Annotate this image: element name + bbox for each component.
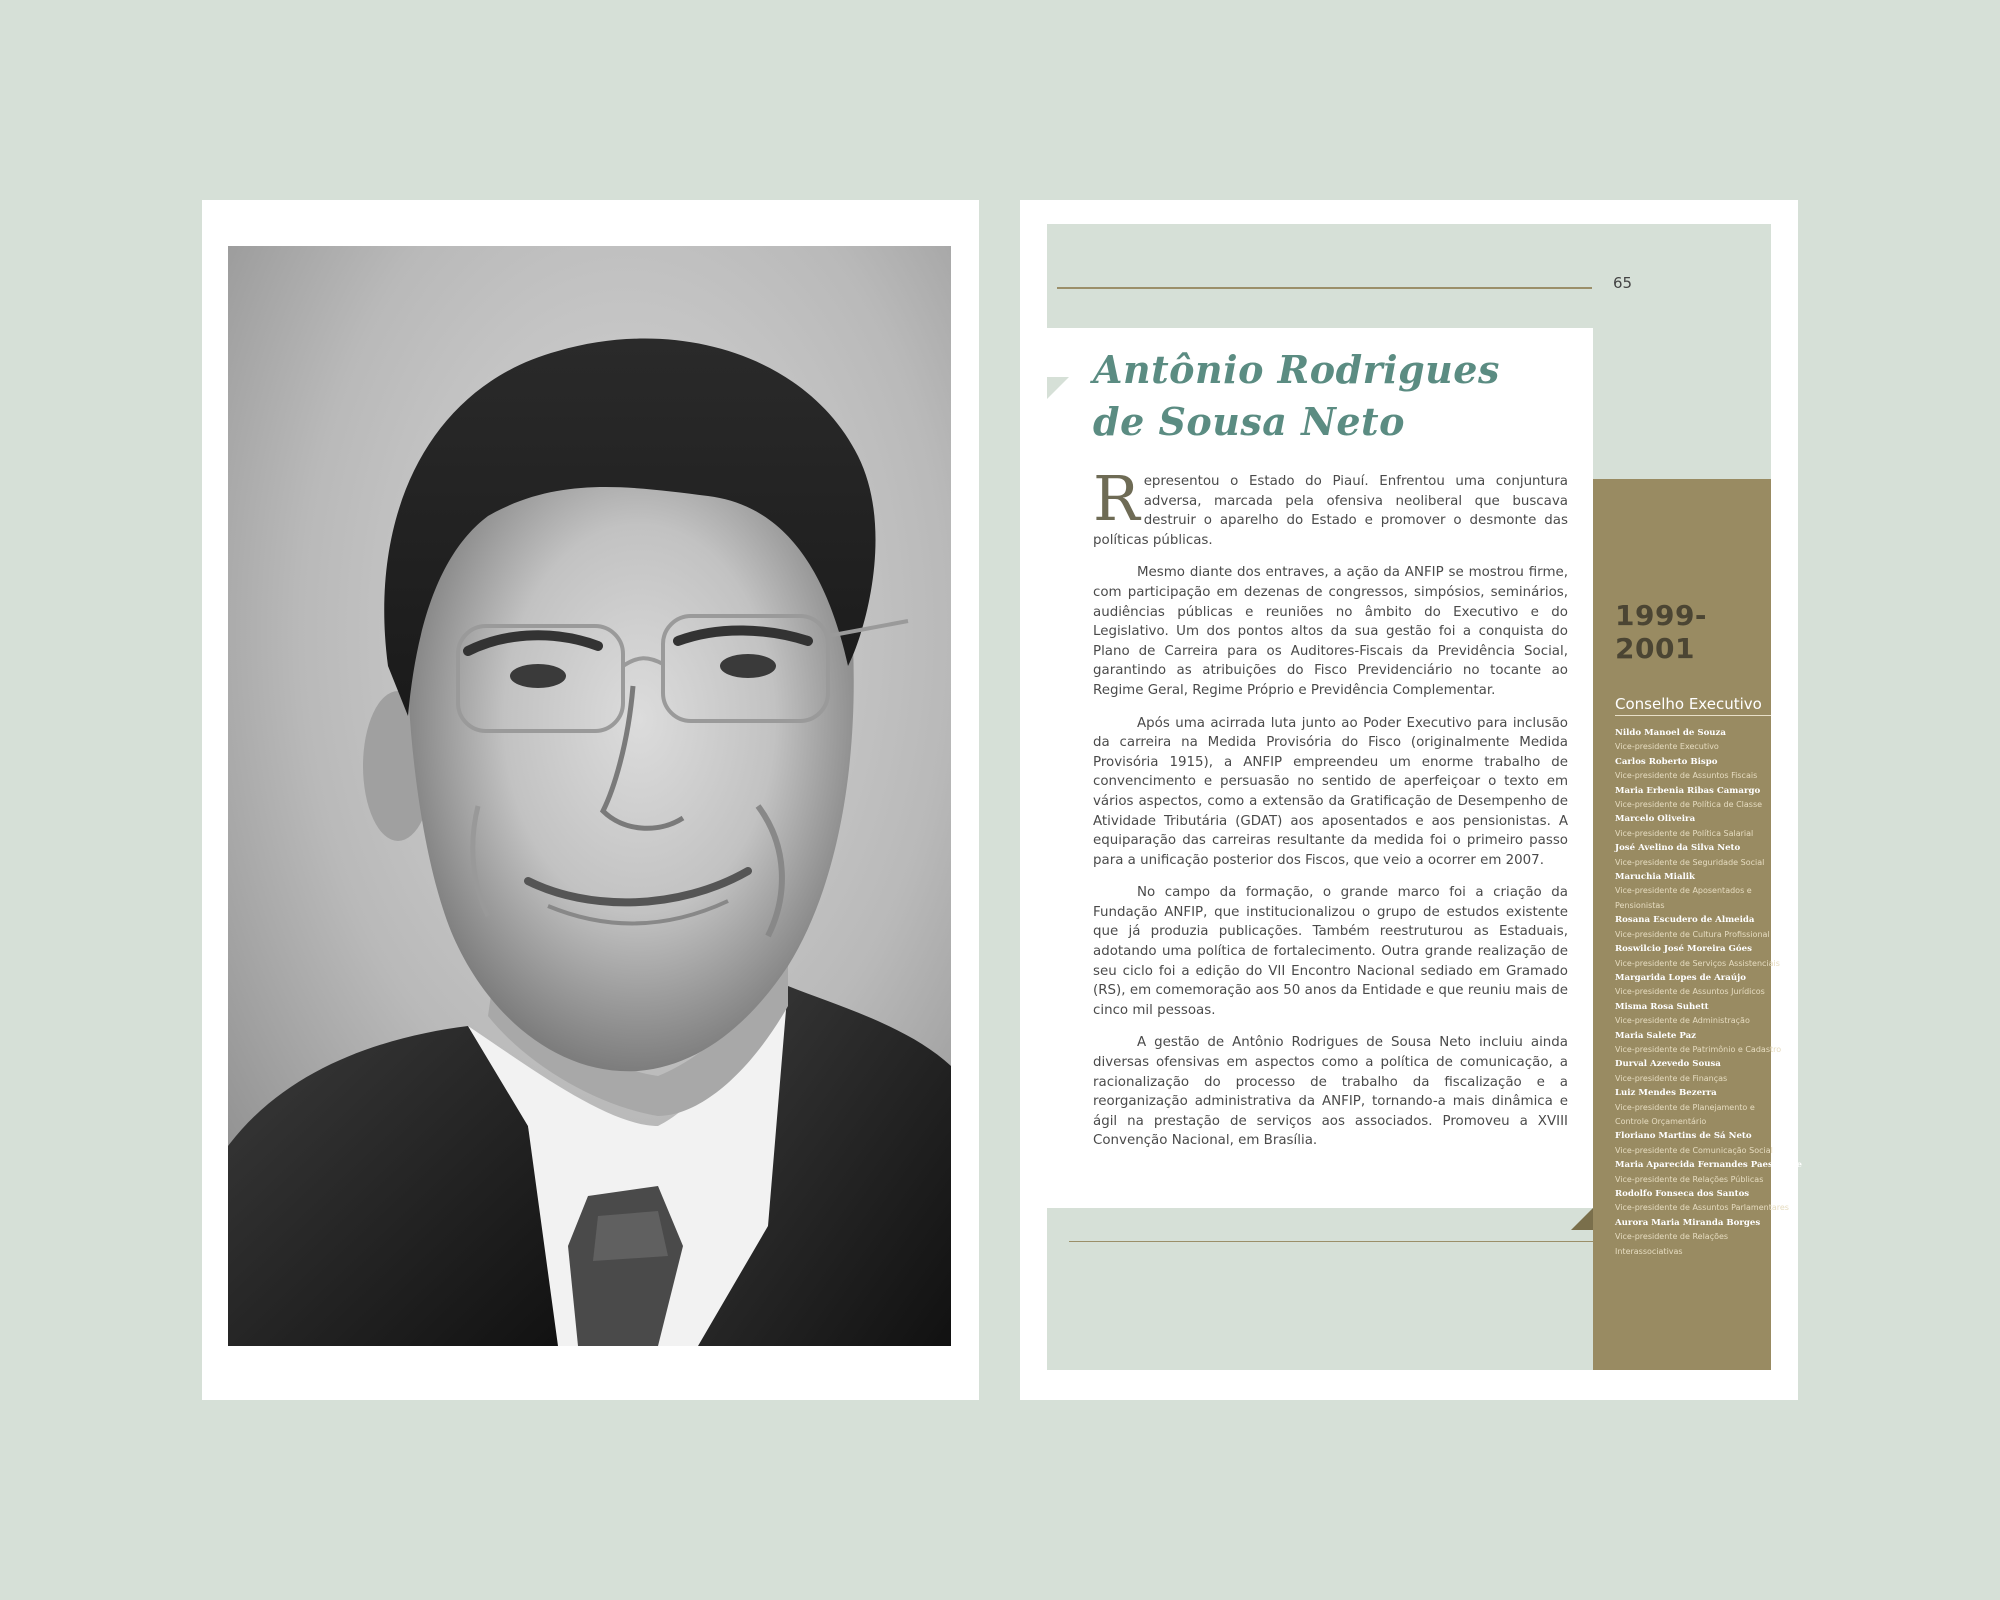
council-member-name: Roswilcio José Moreira Góes [1615, 944, 1752, 955]
council-member-role: Vice-presidente de Comunicação Social [1615, 1145, 1773, 1155]
council-member-name: Rodolfo Fonseca dos Santos [1615, 1189, 1750, 1199]
left-page [202, 200, 979, 1400]
page-title [1093, 344, 1573, 448]
council-member-name: Marcelo Oliveira [1615, 814, 1696, 825]
council-member-role: Vice-presidente de Administração [1615, 1016, 1750, 1026]
council-title: Conselho Executivo [1615, 695, 1762, 713]
paragraph-1-text: epresentou o Estado do Piauí. Enfrentou uma conjuntura adversa, marcada pela ofensiva neoliberal que buscava destruir o aparelho do Estado e promover o desmonte das políticas públicas. [1093, 474, 1568, 548]
council-rule [1615, 715, 1771, 716]
card-fold-top [1047, 377, 1069, 399]
paragraph-4: No campo da formação, o grande marco foi a criação da Fundação ANFIP, que institucionalizou o grupo de estudos existente que já produzia publicações. Também reestruturou as Estaduais, adotando uma política de fortalecimento. Outra grande realização de seu ciclo foi a edição do VII Encontro Nacional sediado em Gramado (RS), em comemoração aos 50 anos da Entidade e que reuniu mais de cinco mil pessoas. [1093, 885, 1568, 1018]
paragraph-5: A gestão de Antônio Rodrigues de Sousa Neto incluiu ainda diversas ofensivas em aspectos como a política de comunicação, a racionalização do processo de trabalho da fiscalização e a reorganização administrativa da ANFIP, tornando-a mais dinâmica e ágil na prestação de serviços aos associados. Promoveu a XVIII Convenção Nacional, em Brasília. [1093, 1035, 1568, 1149]
council-member-name: Aurora Maria Miranda Borges [1615, 1217, 1761, 1228]
right-page [1020, 200, 1802, 1400]
bottom-rule [1069, 1241, 1593, 1242]
council-member-name: Durval Azevedo Sousa [1615, 1059, 1721, 1070]
council-member-role: Vice-presidente Executivo [1615, 742, 1719, 752]
council-member-role: Vice-presidente de Aposentados e Pensionistas [1615, 886, 1752, 910]
article-body [1093, 462, 1568, 1164]
council-member-name: Maria Erbenia Ribas Camargo [1615, 785, 1761, 796]
council-member-name: Maria Aparecida Fernandes Paes Leme [1615, 1160, 1802, 1171]
sidebar [1593, 479, 1802, 1370]
council-member-role: Vice-presidente de Seguridade Social [1615, 857, 1765, 867]
paragraph-2: Mesmo diante dos entraves, a ação da ANFIP se mostrou firme, com participação em dezenas de congressos, simpósios, seminários, audiências públicas e reuniões no âmbito do Executivo e do Legislativo. Um dos pontos altos da sua gestão foi a conquista do Plano de Carreira para os Auditores-Fiscais da Previdência Social, garantindo as atribuições do Fisco Previdenciário no tocante ao Regime Geral, Regime Próprio e Previdência Complementar. [1093, 565, 1568, 698]
card-fold-bottom [1571, 1208, 1593, 1230]
title-line-2: de Sousa Neto [1093, 399, 1405, 444]
portrait-drawing [228, 246, 951, 1346]
council-members-list [1615, 726, 1802, 1259]
top-rule [1057, 287, 1592, 289]
council-member-role: Vice-presidente de Relações Públicas [1615, 1174, 1764, 1184]
title-line-1: Antônio Rodrigues [1093, 347, 1500, 392]
council-member-role: Vice-presidente de Relações Interassociativas [1615, 1232, 1729, 1256]
council-member-role: Vice-presidente de Serviços Assistenciais [1615, 958, 1780, 968]
content-panel [1047, 224, 1802, 1370]
council-member-name: Margarida Lopes de Araújo [1615, 972, 1746, 983]
council-member-role: Vice-presidente de Planejamento e Controle Orçamentário [1615, 1102, 1755, 1126]
page-number: 65 [1613, 274, 1633, 292]
council-member-name: José Avelino da Silva Neto [1615, 843, 1741, 854]
council-member-role: Vice-presidente de Política de Classe [1615, 800, 1763, 810]
paragraph-1 [1093, 462, 1568, 550]
council-member-name: Carlos Roberto Bispo [1615, 756, 1718, 767]
council-member-name: Misma Rosa Suhett [1615, 1001, 1709, 1012]
period-years: 1999-2001 [1615, 599, 1708, 665]
council-member-name: Floriano Martins de Sá Neto [1615, 1131, 1752, 1142]
paragraph-3: Após uma acirrada luta junto ao Poder Executivo para inclusão da carreira na Medida Provisória do Fisco (originalmente Medida Provisória 1915), a ANFIP empreendeu um enorme trabalho de convencimento e persuasão no sentido de aperfeiçoar o texto em vários aspectos, como a extensão da Gratificação de Desempenho de Atividade Tributária (GDAT) aos aposentados e aos pensionistas. A equiparação das carreiras resultante da medida foi o primeiro passo para a unificação posterior dos Fiscos, que veio a ocorrer em 2007. [1093, 715, 1568, 868]
council-member-role: Vice-presidente de Política Salarial [1615, 828, 1754, 838]
drop-cap: R [1093, 462, 1140, 535]
council-member-role: Vice-presidente de Assuntos Jurídicos [1615, 987, 1765, 997]
council-member-name: Rosana Escudero de Almeida [1615, 915, 1755, 926]
council-member-role: Vice-presidente de Cultura Profissional [1615, 929, 1770, 939]
council-member-role: Vice-presidente de Finanças [1615, 1073, 1728, 1083]
council-member-role: Vice-presidente de Assuntos Parlamentares [1615, 1203, 1789, 1213]
council-member-name: Maruchia Mialik [1615, 872, 1695, 883]
council-member-name: Luiz Mendes Bezerra [1615, 1088, 1717, 1099]
council-member-name: Maria Salete Paz [1615, 1030, 1697, 1041]
council-member-name: Nildo Manoel de Souza [1615, 728, 1727, 738]
council-member-role: Vice-presidente de Patrimônio e Cadastro [1615, 1044, 1782, 1054]
council-member-role: Vice-presidente de Assuntos Fiscais [1615, 771, 1758, 781]
